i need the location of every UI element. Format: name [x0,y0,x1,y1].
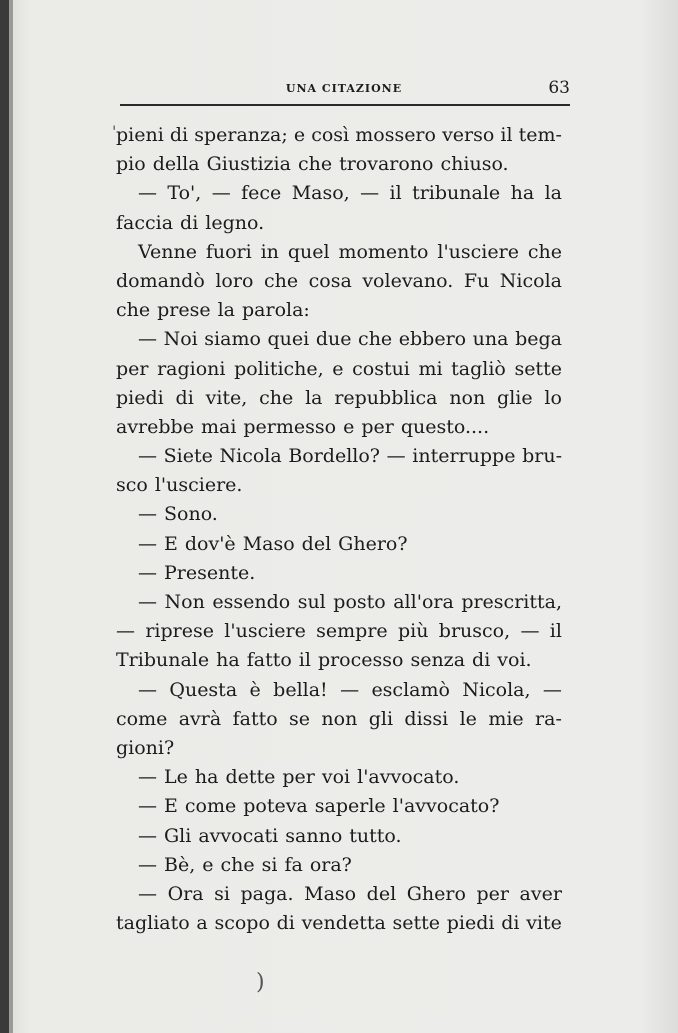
word: — [138,503,157,526]
word: fatto [246,649,292,672]
word: come [184,795,237,818]
word: questo.... [400,415,490,438]
text-line [116,559,562,588]
word: cosa [308,269,352,292]
word: Ora [167,882,204,905]
word: ha [194,766,219,789]
word: ha [510,182,535,205]
word: vendetta [301,912,386,935]
word: sul [297,591,326,613]
word: mai [200,415,237,438]
text-line [116,442,562,471]
word: — [520,620,540,643]
word: Maso [304,882,357,905]
page-header [118,78,570,100]
word: che [263,269,299,292]
text-line [116,880,562,909]
word: chiuso. [440,153,509,176]
word: sco [116,474,148,497]
word: Sono. [164,503,218,526]
word: quel [287,240,330,263]
word: costui [352,357,410,380]
word: tagliò [451,357,506,380]
print-speck: ' [112,122,117,141]
word: che [297,153,333,176]
word: Ghero [406,882,466,905]
word: e [332,357,344,380]
word: Giustizia [206,153,291,176]
word: essendo [212,591,291,613]
word: — [138,766,157,789]
word: E [164,532,178,555]
word: Siete [163,445,213,468]
word: volevano. [362,269,454,292]
word: se [289,707,311,730]
word: speranza; [194,124,288,146]
word: per [116,357,149,380]
word: — [138,532,157,555]
word: per [361,415,394,438]
word: — [138,853,157,876]
word: dette [225,766,276,789]
word: interruppe [412,445,516,468]
word: Ghero? [338,532,408,555]
word: il [549,620,562,643]
word: Questa [169,678,238,701]
word: per [282,766,315,789]
word: saperle [314,795,386,818]
word: l'usciere [437,240,519,263]
word: che [358,328,393,351]
word: la [217,299,236,322]
word: avrebbe [116,415,194,438]
word: e [202,853,214,876]
word: Non [164,591,205,613]
word: tribunale [412,182,501,205]
word: esclamò [371,678,450,701]
word: in [260,240,279,263]
word: per [476,882,509,905]
word: — [138,182,157,205]
word: Tribunale [116,649,210,672]
word: di [501,912,520,935]
word: di [169,124,189,146]
word: di [472,649,491,672]
word: — [138,678,157,701]
word: due [315,328,352,351]
word: Noi [163,328,198,351]
word: si [214,882,230,905]
word: avvocati [198,824,279,847]
word: come [116,707,168,730]
word: Bordello? [288,445,380,468]
word: faccia [116,211,174,234]
word: le [459,707,477,730]
word: loro [215,269,254,292]
header-rule [120,104,570,106]
word: brusco, [438,620,511,643]
word: fatto [232,707,278,730]
word: gioni? [116,736,175,759]
word: Nicola [499,269,562,292]
text-line [116,238,562,267]
word: dov'è [184,532,236,555]
text-line [116,355,562,384]
word: Gli [164,824,192,847]
word: piedi [116,386,164,409]
text-line [116,822,562,851]
word: momento [338,240,429,263]
word: mi [418,357,443,380]
word: il [500,124,513,146]
word: del [366,882,397,905]
word: sette [392,912,441,935]
word: l'avvocato? [392,795,500,818]
word: una [472,328,509,351]
word: legno. [205,211,265,234]
word: Fu [463,269,490,292]
word: sanno [285,824,343,847]
word: così [311,124,350,146]
text-line [116,588,562,617]
word: ragioni [157,357,226,380]
word: permesso [243,415,337,438]
word: Le [164,766,188,789]
word: ha [216,649,240,672]
word: piedi [446,912,495,935]
word: — [138,591,157,613]
word: aver [519,882,562,905]
word: di [175,386,194,409]
word: parola: [242,299,310,322]
running-title: UNA CITAZIONE [285,82,403,95]
page-binding-shadow [9,0,13,1033]
word: paga. [240,882,294,905]
word: Nicola [219,445,282,468]
word: — [340,678,360,701]
text-line [116,179,562,208]
word: E [164,795,178,818]
text-line [116,121,562,150]
word: la [305,386,323,409]
word: che [116,299,151,322]
word: la [544,182,562,205]
word: non [449,386,486,409]
word: e [343,415,355,438]
word: ebbero [398,328,467,351]
text-line [116,413,562,442]
page-number: 63 [548,78,570,98]
word: fece [241,182,282,205]
text-line [116,325,562,354]
text-line [116,296,562,325]
word: sette [514,357,562,380]
word: avrà [178,707,222,730]
word: posto [333,591,386,613]
word: glie [497,386,533,409]
word: — [138,795,157,818]
word: prese [157,299,211,322]
text-line [116,676,562,705]
text-line [116,471,562,500]
word: che [220,853,255,876]
word: si [261,853,278,876]
text-line [116,209,562,238]
word: To', [167,182,202,205]
word: il [298,649,311,672]
word: siamo [204,328,261,351]
word: del [301,532,332,555]
word: poteva [243,795,308,818]
word: verso [442,124,495,146]
word: dissi [404,707,449,730]
word: — [542,678,562,701]
word: è [249,678,261,701]
word: processo [317,649,404,672]
body-text [116,121,562,938]
word: scopo [214,912,270,935]
word: Presente. [164,561,256,584]
text-line [116,646,562,675]
word: vite [526,912,562,935]
text-line [116,617,562,646]
word: fuori [205,240,252,263]
word: — [138,561,157,584]
word: bru- [522,445,562,468]
word: sempre [316,620,388,643]
word: senza [410,649,466,672]
word: Venne [138,240,197,263]
text-line [116,851,562,880]
word: fa [284,853,303,876]
word: vite, [205,386,248,409]
word: che [259,386,294,409]
word: Maso, [291,182,350,205]
word: voi [321,766,351,789]
word: bella! [273,678,328,701]
word: ora? [309,853,352,876]
word: l'usciere [224,620,306,643]
word: e [293,124,306,146]
text-line [116,150,562,179]
word: Maso [242,532,295,555]
word: — [211,182,231,205]
word: di [180,211,199,234]
word: il [389,182,402,205]
word: l'usciere. [154,474,243,497]
word: mie [488,707,524,730]
text-line [116,500,562,529]
word: — [138,445,157,468]
word: — [360,182,380,205]
word: di [276,912,295,935]
text-line [116,705,562,734]
word: prescritta, [461,591,562,613]
text-line [116,909,562,938]
print-speck: ) [256,970,265,995]
word: lo [544,386,562,409]
word: politiche, [234,357,324,380]
word: domandò [116,269,205,292]
word: Bè, [164,853,196,876]
word: — [386,445,406,468]
word: trovarono [339,153,434,176]
word: riprese [145,620,214,643]
word: Nicola, [462,678,531,701]
word: pieni [116,124,164,146]
word: della [152,153,200,176]
word: ra- [535,707,562,730]
page-binding-edge [0,0,9,1033]
word: tem- [518,124,562,146]
word: tutto. [349,824,402,847]
word: voi. [497,649,532,672]
word: — [116,620,135,643]
word: a [196,912,208,935]
word: non [321,707,358,730]
word: repubblica [334,386,438,409]
text-line [116,792,562,821]
word: bega [515,328,562,351]
text-line [116,530,562,559]
word: mossero [355,124,436,146]
word: più [398,620,429,643]
word: quei [267,328,310,351]
word: all'ora [393,591,454,613]
word: gli [368,707,394,730]
text-line [116,734,562,763]
text-line [116,267,562,296]
text-line [116,384,562,413]
word: — [138,824,157,847]
word: tagliato [116,912,190,935]
word: che [527,240,562,263]
word: — [138,328,157,351]
word: pio [116,153,146,176]
word: l'avvocato. [357,766,460,789]
text-line [116,763,562,792]
word: — [138,882,157,905]
